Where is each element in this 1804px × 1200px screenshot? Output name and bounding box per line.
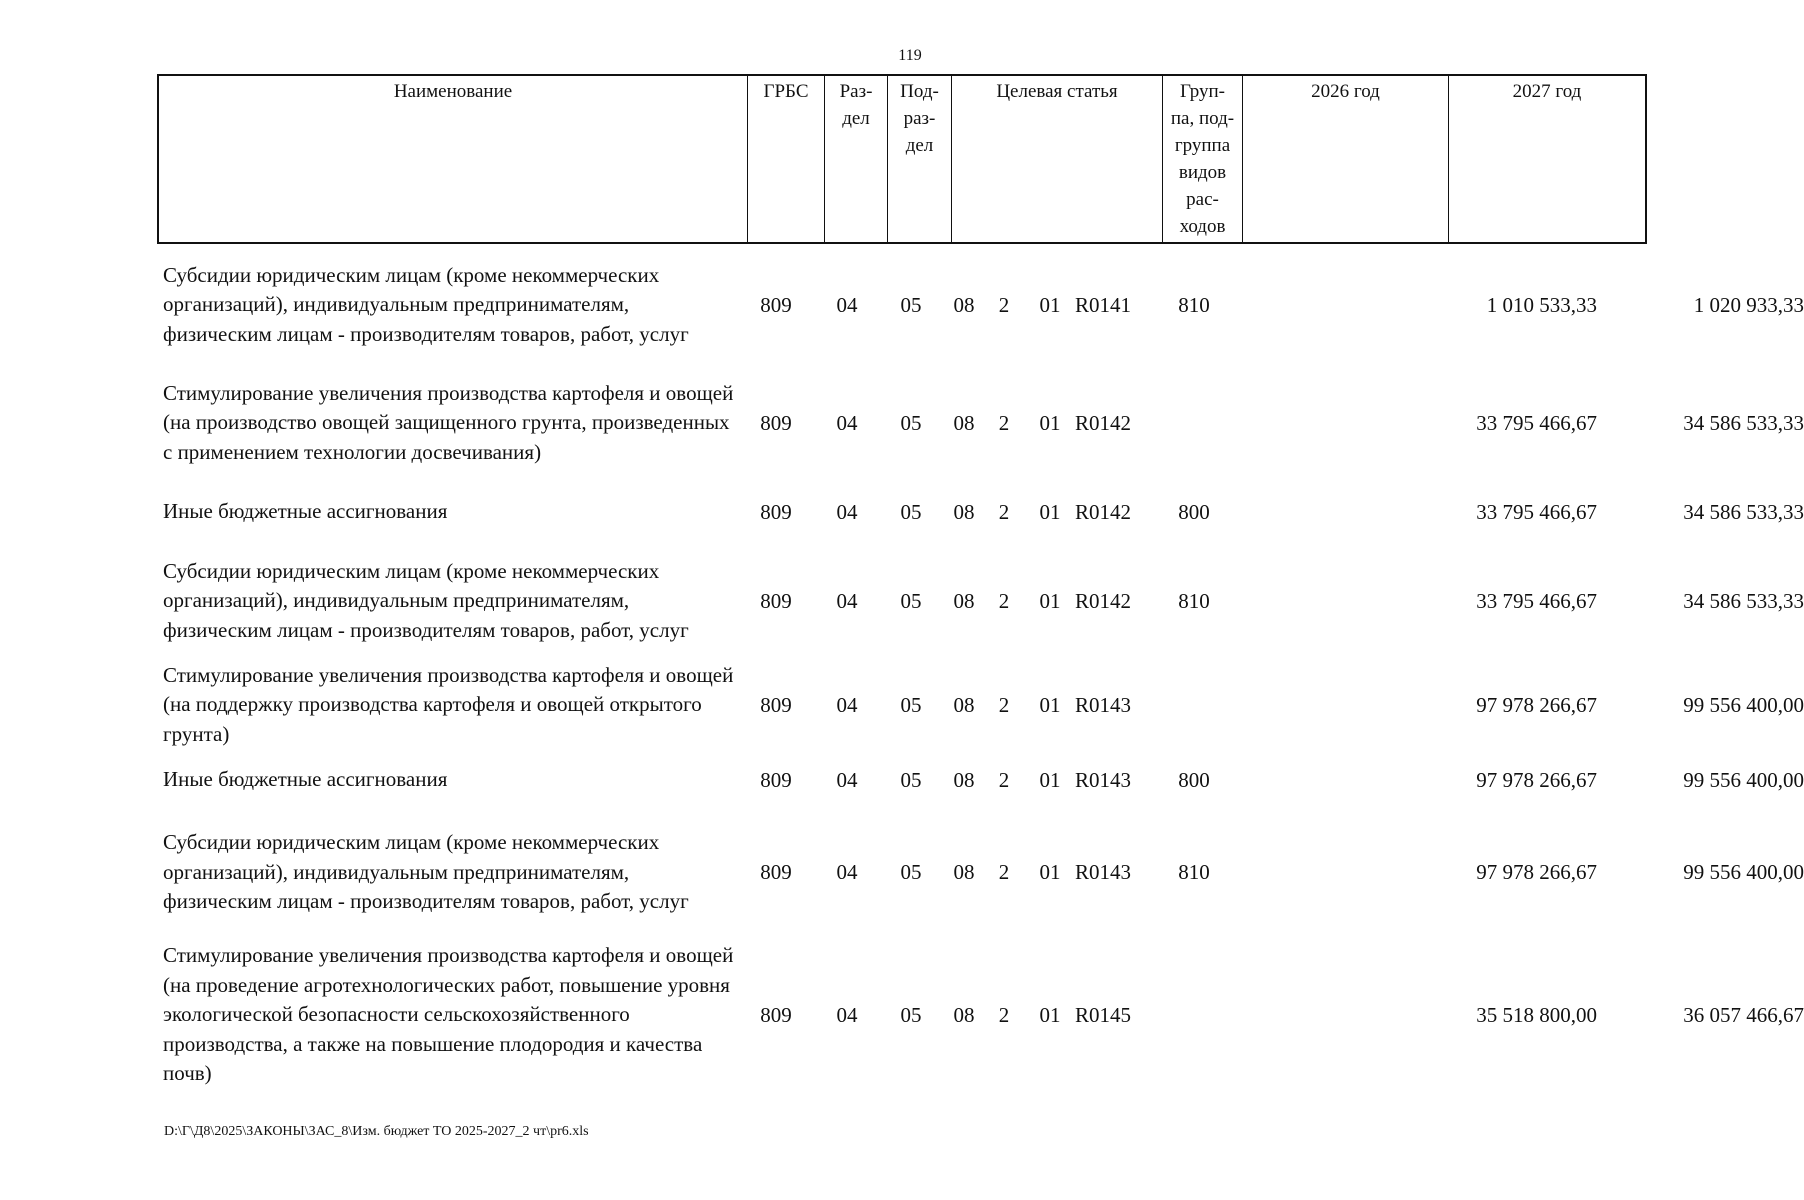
header-target: Целевая статья [952, 76, 1163, 242]
row-vid: 800 [1178, 767, 1210, 792]
header-vid: Груп- па, под- группа видов рас- ходов [1163, 76, 1243, 242]
row-2026: 97 978 266,67 [1476, 767, 1597, 792]
row-target-event: 01 [1039, 292, 1061, 317]
row-name: Стимулирование увеличения производства картофеля и овощей (на поддержку производства картофеля и овощей открытого грунта) [163, 662, 734, 746]
table-row [157, 750, 1804, 810]
row-razdel: 04 [836, 410, 858, 435]
row-target-event: 01 [1039, 1002, 1061, 1027]
row-2027: 1 020 933,33 [1693, 292, 1804, 317]
page-number: 119 [898, 47, 922, 64]
file-path-footer: D:\Г\Д8\2025\ЗАКОНЫ\ЗАС_8\Изм. бюджет ТО 2025-2027_2 чт\pr6.xls [164, 1124, 589, 1139]
row-podrazdel: 05 [900, 860, 922, 884]
row-target-code: R0142 [1075, 410, 1132, 435]
row-vid: 800 [1178, 499, 1210, 524]
table-row [157, 810, 1804, 935]
row-grbs: 809 [760, 767, 792, 792]
row-podrazdel: 05 [900, 588, 922, 613]
row-target-subprogram: 2 [998, 860, 1010, 884]
row-target-program: 08 [953, 692, 975, 717]
header-name: Наименование [159, 76, 748, 242]
row-razdel: 04 [836, 860, 858, 884]
table-row [157, 482, 1804, 542]
row-grbs: 809 [760, 588, 792, 613]
row-vid: 810 [1178, 860, 1210, 884]
row-grbs: 809 [760, 292, 792, 317]
row-2027: 99 556 400,00 [1683, 692, 1804, 717]
row-target-event: 01 [1039, 767, 1061, 792]
row-target-subprogram: 2 [998, 292, 1010, 317]
row-target-event: 01 [1039, 410, 1061, 435]
row-name: Стимулирование увеличения производства картофеля и овощей (на производство овощей защищенного грунта, произведенных с применением технологии досвечивания) [163, 380, 734, 464]
row-2026: 35 518 800,00 [1476, 1002, 1597, 1027]
row-name: Субсидии юридическим лицам (кроме некоммерческих организаций), индивидуальным предпринимателям, физическим лицам - производителям товаров, работ, услуг [163, 262, 689, 346]
row-target-event: 01 [1039, 588, 1061, 613]
row-target-code: R0145 [1075, 1002, 1132, 1027]
table-row [157, 542, 1804, 660]
row-grbs: 809 [760, 1002, 792, 1027]
row-name: Иные бюджетные ассигнования [163, 499, 448, 524]
row-2026: 33 795 466,67 [1476, 410, 1597, 435]
row-grbs: 809 [760, 499, 792, 524]
table-row [157, 935, 1804, 1095]
row-target-program: 08 [953, 588, 975, 613]
table-row [157, 364, 1804, 482]
table-row [157, 660, 1804, 750]
row-2027: 99 556 400,00 [1683, 860, 1804, 884]
row-grbs: 809 [760, 692, 792, 717]
header-2027: 2027 год [1512, 81, 1582, 102]
row-target-code: R0143 [1075, 860, 1132, 884]
header-grbs: ГРБС [748, 76, 825, 242]
table-row [157, 246, 1804, 364]
header-razdel: Раз- дел [825, 76, 888, 242]
row-2027: 36 057 466,67 [1683, 1002, 1804, 1027]
row-target-program: 08 [953, 499, 975, 524]
row-2026: 33 795 466,67 [1476, 499, 1597, 524]
row-target-event: 01 [1039, 692, 1061, 717]
row-target-code: R0142 [1075, 588, 1132, 613]
header-2026: 2026 год [1243, 76, 1449, 242]
row-2027: 34 586 533,33 [1683, 410, 1804, 435]
row-target-program: 08 [953, 410, 975, 435]
row-target-program: 08 [953, 292, 975, 317]
row-target-subprogram: 2 [998, 1002, 1010, 1027]
row-vid: 810 [1178, 588, 1210, 613]
row-2026: 97 978 266,67 [1476, 860, 1597, 884]
row-target-code: R0141 [1075, 292, 1132, 317]
row-razdel: 04 [836, 767, 858, 792]
row-target-code: R0143 [1075, 767, 1132, 792]
row-name: Стимулирование увеличения производства картофеля и овощей (на проведение агротехнологических работ, повышение уровня экологической безопасности сельскохозяйственного производства, а также на повышение плодородия и качества почв) [163, 943, 734, 1086]
row-podrazdel: 05 [900, 410, 922, 435]
row-razdel: 04 [836, 292, 858, 317]
row-2027: 99 556 400,00 [1683, 767, 1804, 792]
row-vid [1172, 935, 1216, 1095]
row-vid: 810 [1178, 292, 1210, 317]
row-target-subprogram: 2 [998, 767, 1010, 792]
row-razdel: 04 [836, 1002, 858, 1027]
row-grbs: 809 [760, 860, 792, 884]
row-razdel: 04 [836, 499, 858, 524]
row-target-program: 08 [953, 767, 975, 792]
row-target-program: 08 [953, 860, 975, 884]
row-target-subprogram: 2 [998, 499, 1010, 524]
row-podrazdel: 05 [900, 767, 922, 792]
row-target-subprogram: 2 [998, 692, 1010, 717]
table-header [157, 74, 1647, 244]
row-2026: 33 795 466,67 [1476, 588, 1597, 613]
row-target-event: 01 [1039, 499, 1061, 524]
header-podrazdel: Под- раз- дел [888, 76, 952, 242]
row-podrazdel: 05 [900, 292, 922, 317]
row-target-code: R0142 [1075, 499, 1132, 524]
row-podrazdel: 05 [900, 692, 922, 717]
row-podrazdel: 05 [900, 499, 922, 524]
row-name: Иные бюджетные ассигнования [163, 767, 448, 792]
row-grbs: 809 [760, 410, 792, 435]
row-2026: 97 978 266,67 [1476, 692, 1597, 717]
row-podrazdel: 05 [900, 1002, 922, 1027]
row-target-code: R0143 [1075, 692, 1132, 717]
row-razdel: 04 [836, 692, 858, 717]
row-razdel: 04 [836, 588, 858, 613]
row-2027: 34 586 533,33 [1683, 588, 1804, 613]
row-target-event: 01 [1039, 860, 1061, 884]
row-2027: 34 586 533,33 [1683, 499, 1804, 524]
row-vid [1172, 364, 1216, 482]
row-2026: 1 010 533,33 [1486, 292, 1597, 317]
row-name: Субсидии юридическим лицам (кроме некоммерческих организаций), индивидуальным предпринимателям, физическим лицам - производителям товаров, работ, услуг [163, 830, 689, 914]
row-target-subprogram: 2 [998, 410, 1010, 435]
row-name: Субсидии юридическим лицам (кроме некоммерческих организаций), индивидуальным предпринимателям, физическим лицам - производителям товаров, работ, услуг [163, 558, 689, 642]
row-target-subprogram: 2 [998, 588, 1010, 613]
row-target-program: 08 [953, 1002, 975, 1027]
row-vid [1172, 660, 1216, 750]
